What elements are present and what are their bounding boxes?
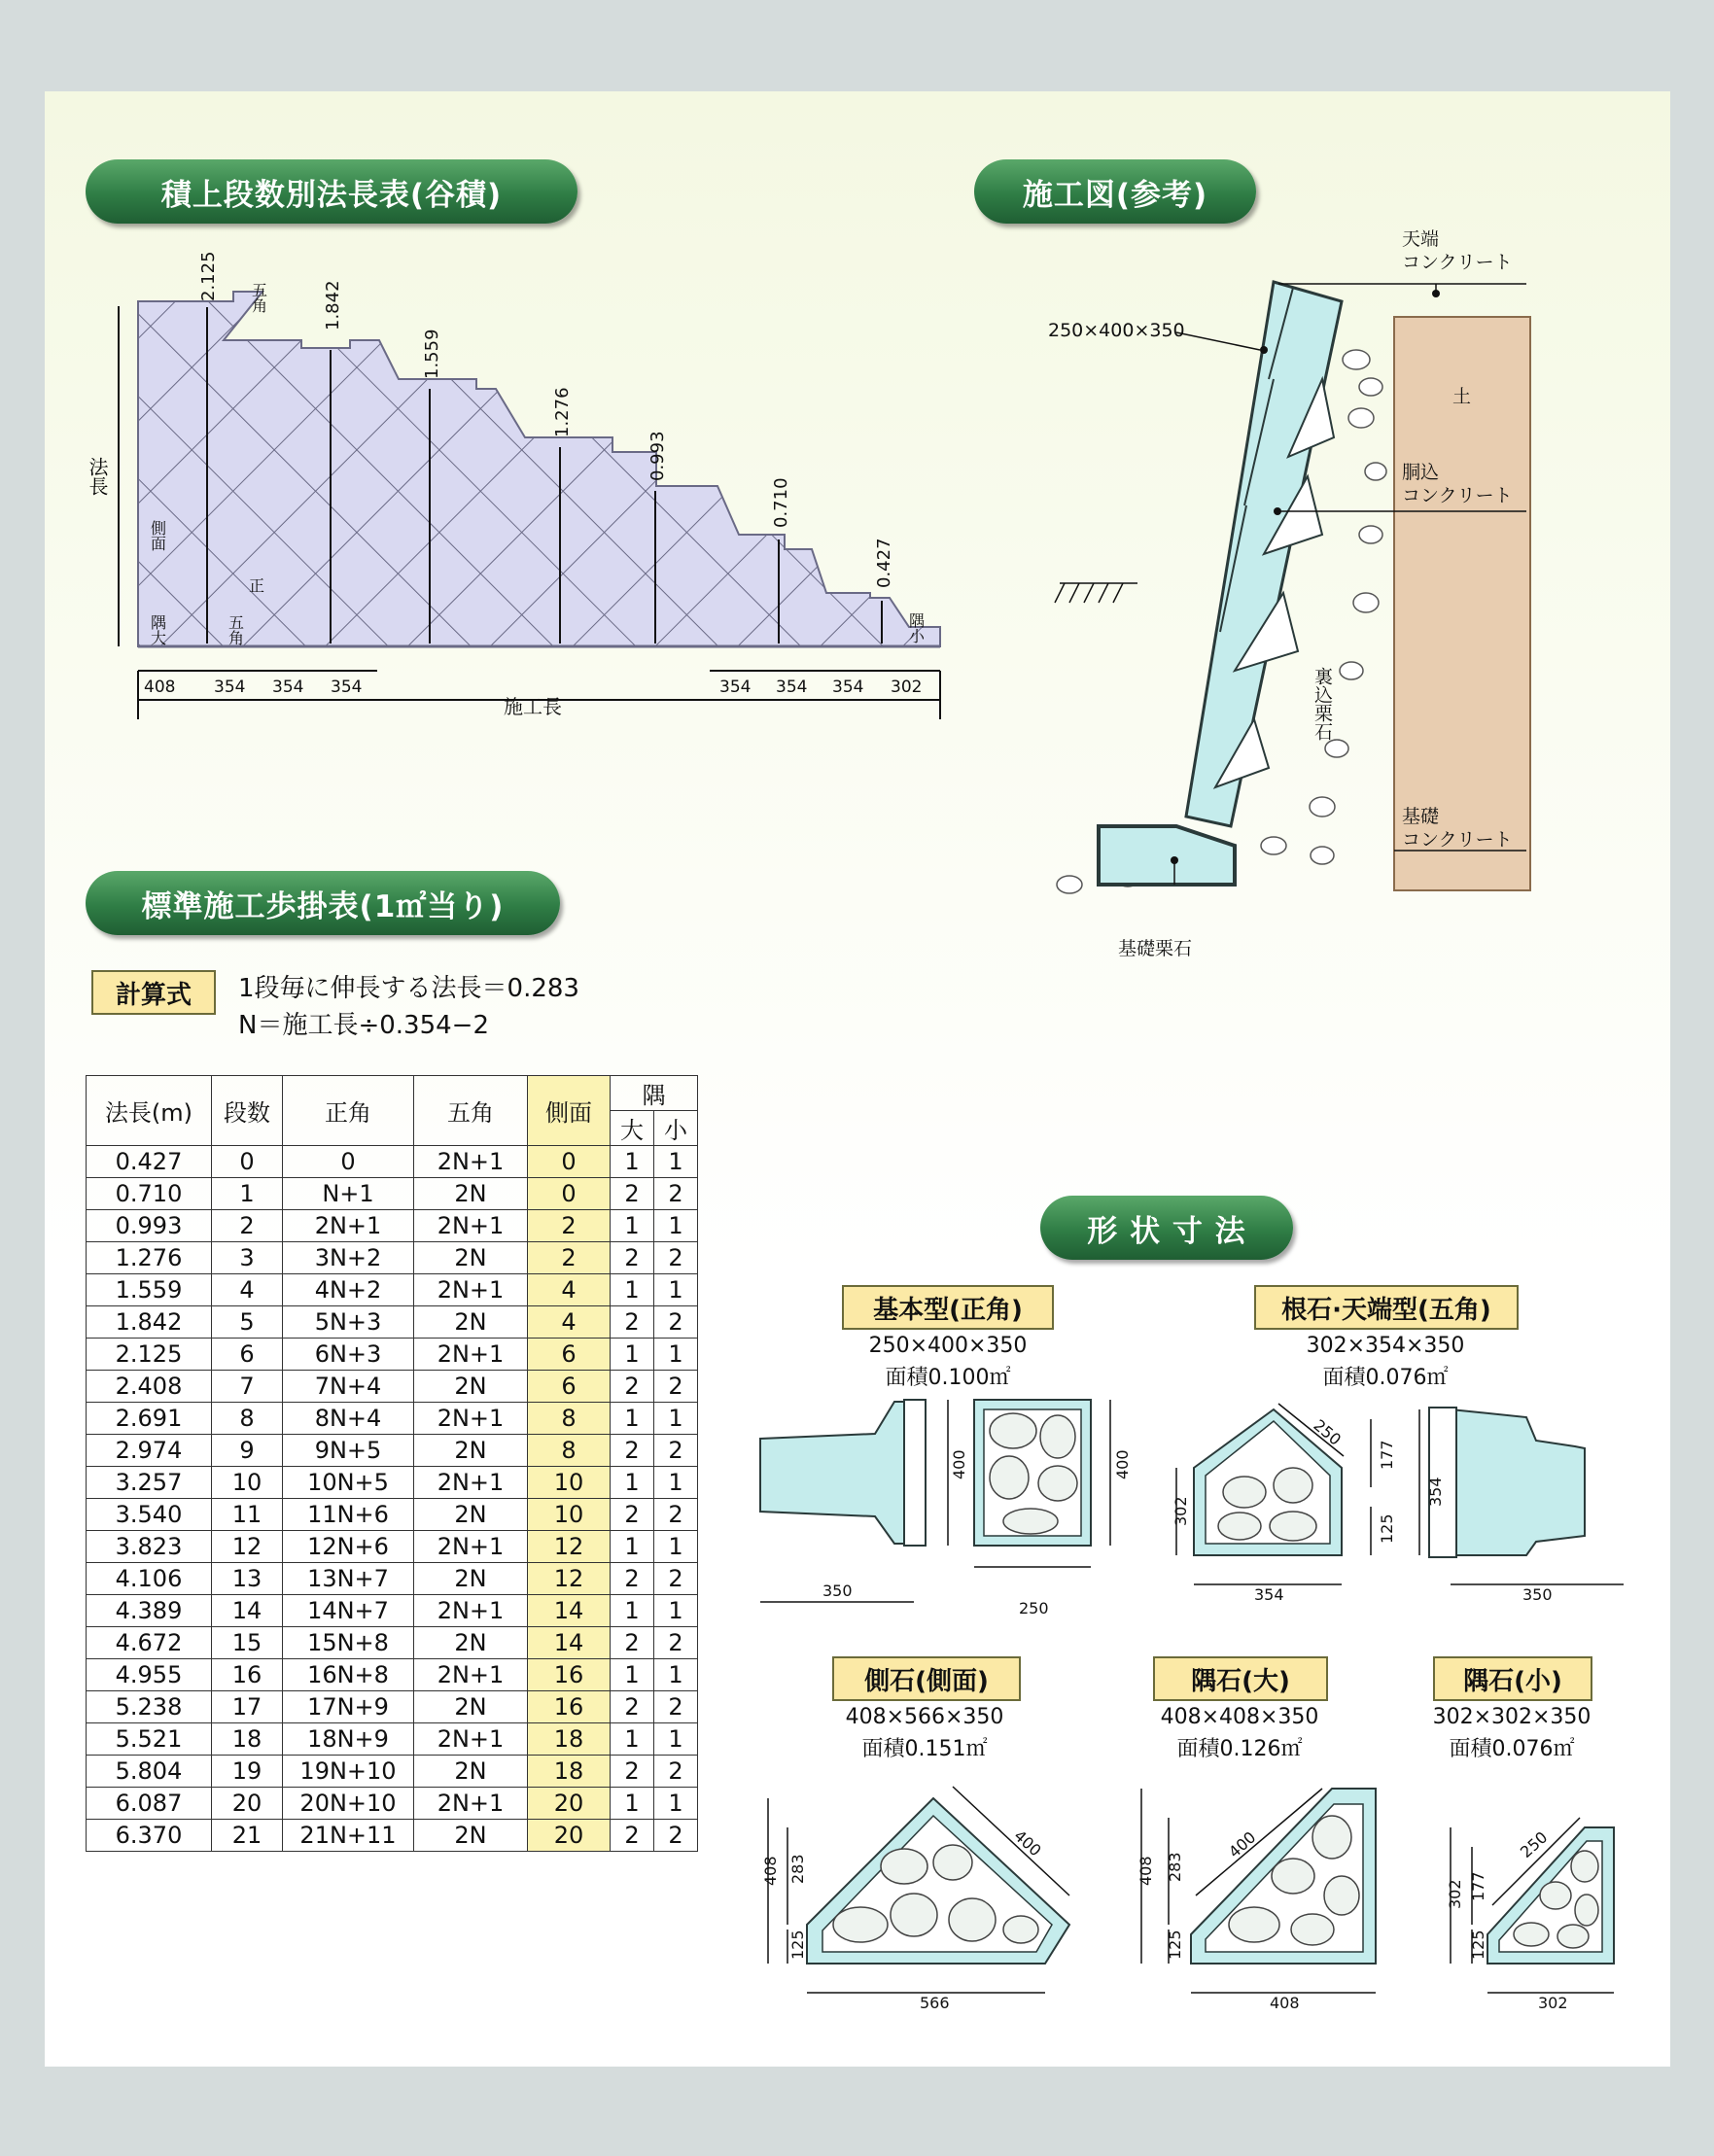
dim-label: 400 bbox=[1010, 1826, 1045, 1860]
table-cell: 2N+1 bbox=[414, 1659, 528, 1691]
table-row bbox=[87, 1210, 698, 1242]
table-cell: 2N bbox=[414, 1242, 528, 1274]
fill-concrete-label: 胴込 bbox=[1402, 462, 1440, 483]
table-cell: 11N+6 bbox=[283, 1499, 414, 1531]
dim-label: 350 bbox=[822, 1582, 853, 1600]
table-cell: 5.238 bbox=[87, 1691, 212, 1723]
table-cell: N+1 bbox=[283, 1178, 414, 1210]
table-cell: 2 bbox=[611, 1242, 654, 1274]
table-cell: 1 bbox=[611, 1595, 654, 1627]
table-cell: 1 bbox=[654, 1595, 698, 1627]
corner-small-label: 隅小 bbox=[906, 612, 926, 643]
table-cell: 2N bbox=[414, 1627, 528, 1659]
table-cell: 5N+3 bbox=[283, 1306, 414, 1339]
labor-table-title: 標準施工歩掛表(1㎡当り) bbox=[86, 871, 560, 935]
table-cell: 10N+5 bbox=[283, 1467, 414, 1499]
table-row bbox=[87, 1788, 698, 1820]
table-cell: 2N bbox=[414, 1691, 528, 1723]
slope-table-title: 積上段数別法長表(谷積) bbox=[86, 159, 577, 224]
table-cell: 4 bbox=[528, 1306, 611, 1339]
dim-label: 400 bbox=[1113, 1449, 1132, 1479]
table-cell: 20 bbox=[212, 1788, 283, 1820]
shape-pentagon-title: 根石·天端型(五角) bbox=[1254, 1285, 1519, 1330]
dim-label: 566 bbox=[920, 1994, 950, 2012]
table-cell: 16 bbox=[528, 1659, 611, 1691]
table-cell: 2N bbox=[414, 1563, 528, 1595]
dim-label: 250 bbox=[1019, 1599, 1049, 1617]
table-cell: 10 bbox=[528, 1499, 611, 1531]
slope-length-diagram bbox=[68, 243, 962, 739]
table-cell: 1 bbox=[611, 1788, 654, 1820]
soil-label: 土 bbox=[1452, 386, 1472, 407]
shape-basic-title: 基本型(正角) bbox=[842, 1285, 1054, 1330]
table-row bbox=[87, 1403, 698, 1435]
table-cell: 2.125 bbox=[87, 1339, 212, 1371]
table-cell: 1 bbox=[654, 1659, 698, 1691]
header-corner: 隅 bbox=[611, 1076, 698, 1111]
table-cell: 2N bbox=[414, 1820, 528, 1852]
table-cell: 21N+11 bbox=[283, 1820, 414, 1852]
shape-pentagon-size: 302×354×350 bbox=[1306, 1334, 1465, 1358]
header-pentagon: 五角 bbox=[414, 1076, 528, 1146]
table-cell: 2 bbox=[611, 1691, 654, 1723]
table-cell: 2 bbox=[528, 1242, 611, 1274]
table-cell: 20 bbox=[528, 1820, 611, 1852]
table-cell: 19N+10 bbox=[283, 1756, 414, 1788]
table-row bbox=[87, 1595, 698, 1627]
shape-basic-area: 面積0.100㎡ bbox=[885, 1366, 1011, 1390]
table-cell: 16 bbox=[212, 1659, 283, 1691]
dim-label: 125 bbox=[1469, 1930, 1487, 1960]
table-cell: 2 bbox=[611, 1627, 654, 1659]
table-cell: 2N bbox=[414, 1499, 528, 1531]
table-cell: 4N+2 bbox=[283, 1274, 414, 1306]
corner-large-label: 隅大 bbox=[148, 614, 167, 645]
height-label: 1.276 bbox=[552, 387, 573, 437]
table-cell: 2N+1 bbox=[414, 1531, 528, 1563]
table-cell: 15 bbox=[212, 1627, 283, 1659]
table-row bbox=[87, 1178, 698, 1210]
table-cell: 2N+1 bbox=[414, 1595, 528, 1627]
construction-title: 施工図(参考) bbox=[974, 159, 1256, 224]
dim-label: 283 bbox=[1166, 1852, 1184, 1882]
table-cell: 2 bbox=[654, 1627, 698, 1659]
header-side: 側面 bbox=[528, 1076, 611, 1146]
table-cell: 16 bbox=[528, 1691, 611, 1723]
table-row bbox=[87, 1499, 698, 1531]
table-cell: 3 bbox=[212, 1242, 283, 1274]
dim-label: 354 bbox=[832, 678, 864, 697]
table-cell: 2 bbox=[654, 1563, 698, 1595]
dim-label: 125 bbox=[788, 1930, 807, 1960]
table-cell: 2 bbox=[611, 1178, 654, 1210]
dim-label: 350 bbox=[1522, 1585, 1553, 1604]
dim-label: 354 bbox=[214, 678, 246, 697]
table-cell: 2N+1 bbox=[414, 1467, 528, 1499]
table-cell: 2N+1 bbox=[414, 1339, 528, 1371]
table-cell: 18 bbox=[528, 1723, 611, 1756]
dim-label: 125 bbox=[1166, 1930, 1184, 1960]
table-row bbox=[87, 1820, 698, 1852]
table-cell: 6.370 bbox=[87, 1820, 212, 1852]
table-cell: 13N+7 bbox=[283, 1563, 414, 1595]
dim-label: 125 bbox=[1378, 1513, 1396, 1544]
table-cell: 6 bbox=[528, 1339, 611, 1371]
table-cell: 12 bbox=[212, 1531, 283, 1563]
table-row bbox=[87, 1339, 698, 1371]
table-cell: 12 bbox=[528, 1531, 611, 1563]
header-corner-large: 大 bbox=[611, 1111, 654, 1146]
table-row bbox=[87, 1242, 698, 1274]
table-cell: 11 bbox=[212, 1499, 283, 1531]
table-cell: 14 bbox=[528, 1627, 611, 1659]
table-cell: 2 bbox=[212, 1210, 283, 1242]
fill-concrete-label: コンクリート bbox=[1402, 485, 1513, 506]
shape-corner-small-title: 隅石(小) bbox=[1433, 1656, 1592, 1701]
construction-diagram bbox=[1031, 224, 1556, 972]
dim-label: 354 bbox=[719, 678, 752, 697]
table-cell: 2 bbox=[611, 1371, 654, 1403]
table-cell: 0.993 bbox=[87, 1210, 212, 1242]
header-slope: 法長(m) bbox=[87, 1076, 212, 1146]
table-cell: 1.276 bbox=[87, 1242, 212, 1274]
shape-basic-size: 250×400×350 bbox=[868, 1334, 1028, 1358]
table-cell: 9N+5 bbox=[283, 1435, 414, 1467]
labor-table-body bbox=[87, 1146, 698, 1852]
table-cell: 16N+8 bbox=[283, 1659, 414, 1691]
table-cell: 20N+10 bbox=[283, 1788, 414, 1820]
table-cell: 14N+7 bbox=[283, 1595, 414, 1627]
formula-line1: 1段毎に伸長する法長＝0.283 bbox=[238, 974, 579, 1003]
table-cell: 8 bbox=[212, 1403, 283, 1435]
dim-label: 354 bbox=[1254, 1585, 1284, 1604]
table-cell: 2 bbox=[611, 1563, 654, 1595]
table-cell: 12 bbox=[528, 1563, 611, 1595]
table-cell: 4 bbox=[212, 1274, 283, 1306]
table-cell: 2 bbox=[654, 1756, 698, 1788]
shape-drawings-bottom bbox=[749, 1769, 1624, 2022]
table-cell: 6 bbox=[212, 1339, 283, 1371]
shape-corner-large-title: 隅石(大) bbox=[1153, 1656, 1328, 1701]
dim-label: 302 bbox=[1446, 1879, 1464, 1909]
table-cell: 5.804 bbox=[87, 1756, 212, 1788]
dim-label: 302 bbox=[891, 678, 923, 697]
block-size-label: 250×400×350 bbox=[1048, 320, 1185, 341]
table-cell: 2.408 bbox=[87, 1371, 212, 1403]
back-stone-label: 裏込栗石 bbox=[1312, 667, 1333, 741]
table-cell: 4.106 bbox=[87, 1563, 212, 1595]
table-cell: 1.559 bbox=[87, 1274, 212, 1306]
height-label: 0.993 bbox=[647, 431, 668, 481]
table-cell: 1 bbox=[611, 1146, 654, 1178]
header-steps: 段数 bbox=[212, 1076, 283, 1146]
table-cell: 0 bbox=[212, 1146, 283, 1178]
table-cell: 1 bbox=[611, 1659, 654, 1691]
table-cell: 0 bbox=[528, 1146, 611, 1178]
table-cell: 18 bbox=[212, 1723, 283, 1756]
table-cell: 1 bbox=[611, 1210, 654, 1242]
table-cell: 2N bbox=[414, 1756, 528, 1788]
top-concrete-label: コンクリート bbox=[1402, 252, 1513, 273]
labor-table bbox=[86, 1075, 698, 1852]
table-row bbox=[87, 1306, 698, 1339]
dim-label: 283 bbox=[788, 1854, 807, 1884]
table-cell: 2N+1 bbox=[283, 1210, 414, 1242]
table-cell: 4.955 bbox=[87, 1659, 212, 1691]
table-cell: 1 bbox=[654, 1788, 698, 1820]
table-cell: 21 bbox=[212, 1820, 283, 1852]
table-cell: 2 bbox=[528, 1210, 611, 1242]
table-cell: 2 bbox=[654, 1499, 698, 1531]
table-cell: 6 bbox=[528, 1371, 611, 1403]
table-cell: 1 bbox=[654, 1339, 698, 1371]
table-cell: 6N+3 bbox=[283, 1339, 414, 1371]
dim-label: 177 bbox=[1469, 1871, 1487, 1901]
goku-top-label: 五角 bbox=[249, 282, 268, 313]
table-cell: 3.257 bbox=[87, 1467, 212, 1499]
table-cell: 3N+2 bbox=[283, 1242, 414, 1274]
table-cell: 1.842 bbox=[87, 1306, 212, 1339]
table-cell: 8N+4 bbox=[283, 1403, 414, 1435]
table-cell: 0 bbox=[283, 1146, 414, 1178]
table-cell: 2N+1 bbox=[414, 1274, 528, 1306]
table-cell: 2 bbox=[654, 1371, 698, 1403]
table-cell: 2 bbox=[611, 1756, 654, 1788]
table-cell: 0.427 bbox=[87, 1146, 212, 1178]
table-cell: 10 bbox=[528, 1467, 611, 1499]
table-cell: 2 bbox=[611, 1306, 654, 1339]
table-cell: 2N+1 bbox=[414, 1403, 528, 1435]
table-cell: 2.974 bbox=[87, 1435, 212, 1467]
table-cell: 4.672 bbox=[87, 1627, 212, 1659]
table-cell: 1 bbox=[654, 1274, 698, 1306]
table-cell: 3.823 bbox=[87, 1531, 212, 1563]
table-cell: 14 bbox=[212, 1595, 283, 1627]
table-cell: 7 bbox=[212, 1371, 283, 1403]
table-cell: 2 bbox=[654, 1242, 698, 1274]
table-row bbox=[87, 1146, 698, 1178]
table-row bbox=[87, 1274, 698, 1306]
height-label: 0.427 bbox=[874, 538, 894, 588]
side-label: 側面 bbox=[148, 520, 167, 551]
table-cell: 2N+1 bbox=[414, 1723, 528, 1756]
table-cell: 2 bbox=[654, 1435, 698, 1467]
header-corner-small: 小 bbox=[654, 1111, 698, 1146]
table-cell: 2 bbox=[611, 1820, 654, 1852]
table-cell: 9 bbox=[212, 1435, 283, 1467]
table-cell: 2 bbox=[654, 1691, 698, 1723]
table-row bbox=[87, 1467, 698, 1499]
shape-corner-large-size: 408×408×350 bbox=[1160, 1705, 1319, 1729]
table-cell: 18 bbox=[528, 1756, 611, 1788]
table-cell: 1 bbox=[212, 1178, 283, 1210]
height-label: 2.125 bbox=[198, 251, 219, 301]
total-length-label: 施工長 bbox=[504, 695, 562, 718]
table-cell: 3.540 bbox=[87, 1499, 212, 1531]
dim-label: 408 bbox=[761, 1856, 780, 1886]
formula-line2: N＝施工長÷0.354−2 bbox=[238, 1011, 489, 1040]
dim-label: 354 bbox=[331, 678, 363, 697]
table-cell: 1 bbox=[611, 1723, 654, 1756]
table-cell: 1 bbox=[611, 1531, 654, 1563]
table-cell: 4.389 bbox=[87, 1595, 212, 1627]
dim-label: 408 bbox=[1137, 1856, 1155, 1886]
dim-label: 302 bbox=[1538, 1994, 1568, 2012]
table-cell: 2 bbox=[654, 1820, 698, 1852]
shape-corner-small-area: 面積0.076㎡ bbox=[1449, 1737, 1575, 1761]
base-concrete-label: 基礎 bbox=[1402, 806, 1440, 827]
dim-label: 400 bbox=[1224, 1827, 1260, 1861]
goku-bottom-label: 五角 bbox=[226, 614, 245, 645]
shape-pentagon-area: 面積0.076㎡ bbox=[1322, 1366, 1449, 1390]
dim-label: 250 bbox=[1310, 1415, 1346, 1449]
shape-side-size: 408×566×350 bbox=[845, 1705, 1004, 1729]
header-square: 正角 bbox=[283, 1076, 414, 1146]
table-cell: 1 bbox=[654, 1210, 698, 1242]
dim-label: 408 bbox=[144, 678, 176, 697]
table-row bbox=[87, 1531, 698, 1563]
base-concrete-label: コンクリート bbox=[1402, 829, 1513, 851]
table-cell: 2N+1 bbox=[414, 1788, 528, 1820]
table-cell: 4 bbox=[528, 1274, 611, 1306]
table-cell: 17 bbox=[212, 1691, 283, 1723]
dim-label: 177 bbox=[1378, 1440, 1396, 1470]
table-cell: 7N+4 bbox=[283, 1371, 414, 1403]
table-cell: 1 bbox=[654, 1467, 698, 1499]
table-cell: 15N+8 bbox=[283, 1627, 414, 1659]
table-cell: 18N+9 bbox=[283, 1723, 414, 1756]
table-row bbox=[87, 1756, 698, 1788]
table-cell: 1 bbox=[654, 1531, 698, 1563]
table-cell: 10 bbox=[212, 1467, 283, 1499]
table-cell: 1 bbox=[611, 1274, 654, 1306]
table-cell: 1 bbox=[654, 1403, 698, 1435]
shape-corner-small-size: 302×302×350 bbox=[1432, 1705, 1592, 1729]
table-cell: 0.710 bbox=[87, 1178, 212, 1210]
dim-label: 400 bbox=[950, 1449, 968, 1479]
dim-label: 354 bbox=[272, 678, 304, 697]
table-cell: 17N+9 bbox=[283, 1691, 414, 1723]
table-cell: 12N+6 bbox=[283, 1531, 414, 1563]
table-cell: 1 bbox=[654, 1723, 698, 1756]
table-row bbox=[87, 1627, 698, 1659]
table-cell: 1 bbox=[611, 1403, 654, 1435]
dim-label: 250 bbox=[1516, 1827, 1552, 1861]
table-cell: 5.521 bbox=[87, 1723, 212, 1756]
dim-label: 408 bbox=[1270, 1994, 1300, 2012]
table-row bbox=[87, 1723, 698, 1756]
dim-label: 354 bbox=[1426, 1477, 1445, 1507]
dim-label: 302 bbox=[1172, 1496, 1190, 1526]
table-cell: 2 bbox=[654, 1306, 698, 1339]
table-row bbox=[87, 1659, 698, 1691]
table-row bbox=[87, 1435, 698, 1467]
table-cell: 2 bbox=[611, 1435, 654, 1467]
top-concrete-label: 天端 bbox=[1402, 228, 1440, 250]
table-row bbox=[87, 1691, 698, 1723]
slope-axis-label: 法長 bbox=[86, 457, 109, 496]
height-label: 0.710 bbox=[771, 477, 791, 528]
table-cell: 13 bbox=[212, 1563, 283, 1595]
table-row bbox=[87, 1371, 698, 1403]
table-cell: 2N+1 bbox=[414, 1210, 528, 1242]
dim-label: 354 bbox=[776, 678, 808, 697]
table-cell: 1 bbox=[611, 1339, 654, 1371]
table-cell: 2 bbox=[611, 1499, 654, 1531]
table-cell: 1 bbox=[611, 1467, 654, 1499]
shape-title: 形 状 寸 法 bbox=[1040, 1196, 1293, 1260]
table-cell: 6.087 bbox=[87, 1788, 212, 1820]
table-row bbox=[87, 1563, 698, 1595]
table-cell: 2 bbox=[654, 1178, 698, 1210]
table-cell: 19 bbox=[212, 1756, 283, 1788]
table-cell: 1 bbox=[654, 1146, 698, 1178]
table-cell: 2N+1 bbox=[414, 1146, 528, 1178]
table-cell: 2N bbox=[414, 1371, 528, 1403]
table-cell: 0 bbox=[528, 1178, 611, 1210]
table-cell: 2N bbox=[414, 1178, 528, 1210]
shape-corner-large-area: 面積0.126㎡ bbox=[1176, 1737, 1303, 1761]
table-cell: 5 bbox=[212, 1306, 283, 1339]
shape-side-area: 面積0.151㎡ bbox=[861, 1737, 988, 1761]
shape-side-title: 側石(側面) bbox=[832, 1656, 1021, 1701]
table-cell: 14 bbox=[528, 1595, 611, 1627]
front-label: 正 bbox=[249, 576, 265, 595]
table-cell: 8 bbox=[528, 1403, 611, 1435]
formula-tag: 計算式 bbox=[91, 970, 216, 1015]
table-cell: 2N bbox=[414, 1306, 528, 1339]
base-stone-label: 基礎栗石 bbox=[1118, 938, 1193, 959]
height-label: 1.559 bbox=[422, 329, 442, 379]
table-cell: 2N bbox=[414, 1435, 528, 1467]
shape-drawings-top bbox=[749, 1380, 1624, 1633]
height-label: 1.842 bbox=[323, 280, 343, 330]
table-cell: 8 bbox=[528, 1435, 611, 1467]
table-cell: 20 bbox=[528, 1788, 611, 1820]
table-cell: 2.691 bbox=[87, 1403, 212, 1435]
